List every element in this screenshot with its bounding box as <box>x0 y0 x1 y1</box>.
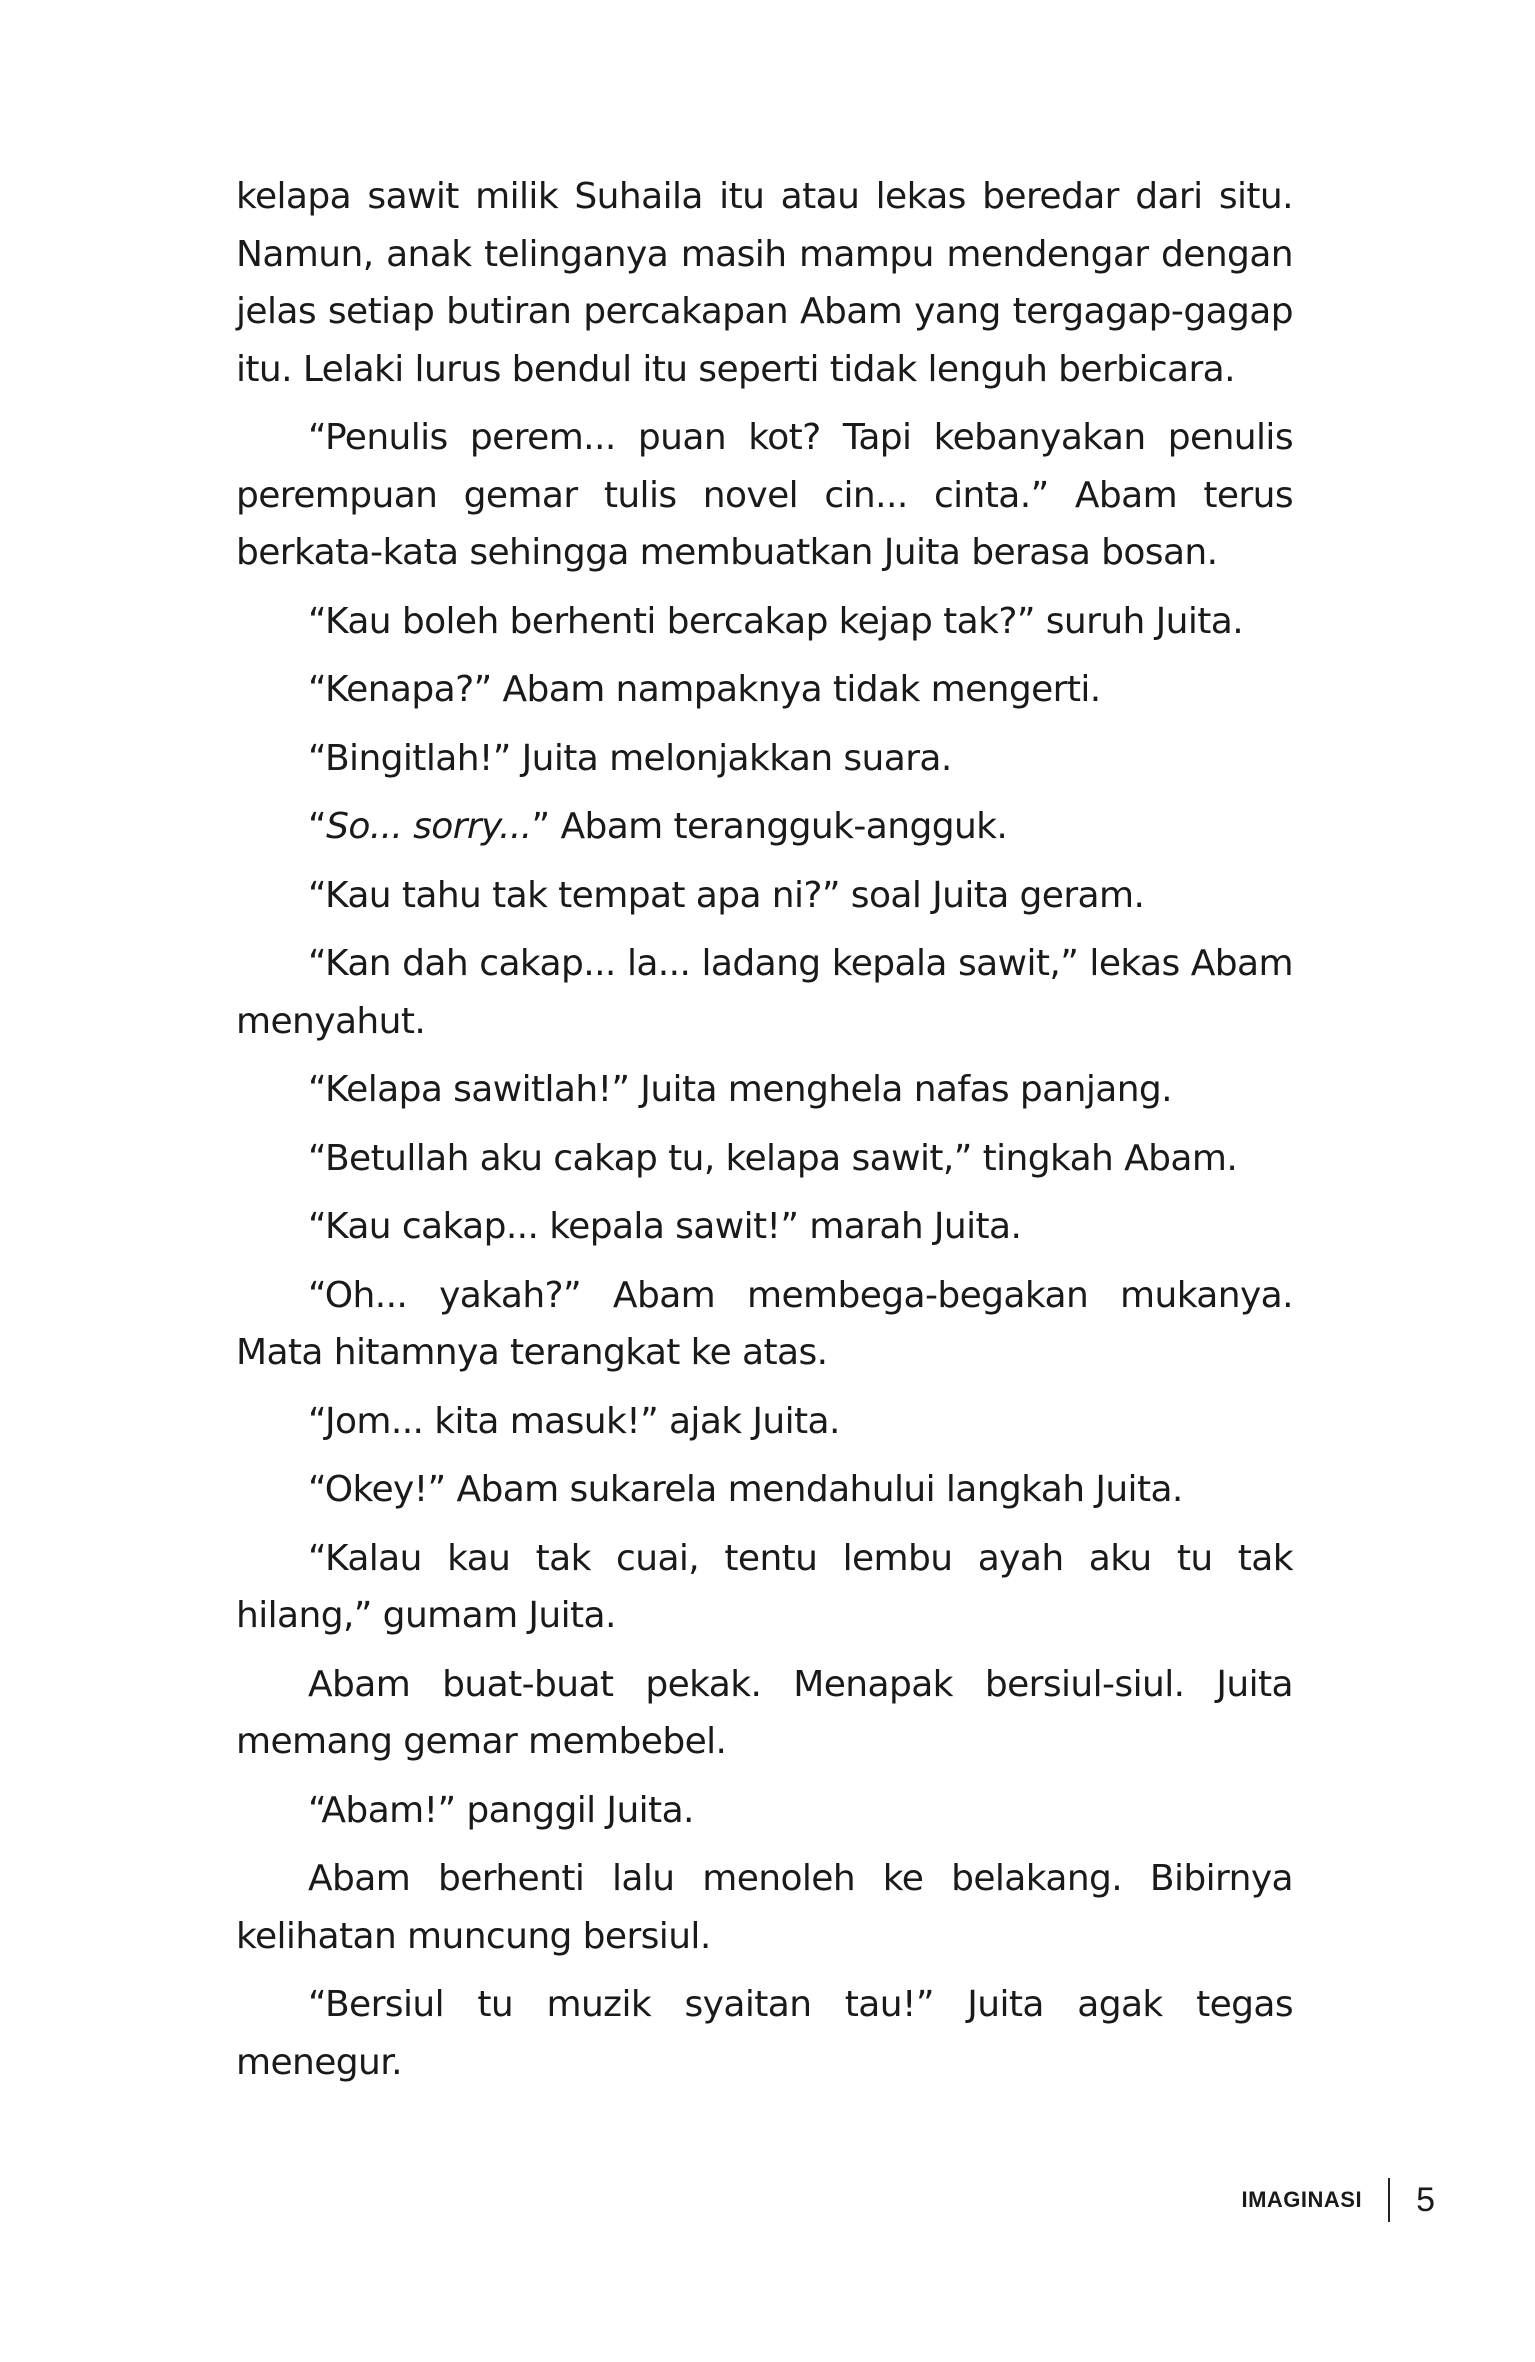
paragraph: “Bersiul tu muzik syaitan tau!” Juita agak tegas menegur. <box>236 1984 1293 2083</box>
paragraph: “Betullah aku cakap tu, kelapa sawit,” tingkah Abam. <box>308 1137 1238 1179</box>
paragraph: “Kenapa?” Abam nampaknya tidak mengerti. <box>308 669 1101 710</box>
page-body <box>236 168 1293 2102</box>
paragraph: “Kelapa sawitlah!” Juita menghela nafas panjang. <box>308 1069 1173 1110</box>
page-number: 5 <box>1416 2180 1435 2219</box>
paragraph: “Kan dah cakap... la... ladang kepala sawit,” lekas Abam menyahut. <box>236 943 1293 1042</box>
paragraph: “Kau cakap... kepala sawit!” marah Juita. <box>308 1206 1022 1247</box>
paragraph <box>236 798 1293 856</box>
paragraph: Abam berhenti lalu menoleh ke belakang. Bibirnya kelihatan muncung bersiul. <box>236 1858 1293 1957</box>
paragraph: “Penulis perem... puan kot? Tapi kebanyakan penulis perempuan gemar tulis novel cin... cinta.” Abam terus berkata-kata sehingga membuatkan Juita berasa bosan. <box>236 417 1293 573</box>
page-footer <box>1241 2170 1435 2230</box>
paragraph: “Kalau kau tak cuai, tentu lembu ayah aku tu tak hilang,” gumam Juita. <box>236 1537 1293 1636</box>
paragraph: “Kau boleh berhenti bercakap kejap tak?” suruh Juita. <box>308 600 1244 642</box>
quote-rest: ” Abam terangguk-angguk. <box>531 806 1008 847</box>
paragraph: “Kau tahu tak tempat apa ni?” soal Juita geram. <box>308 874 1145 916</box>
paragraph: “Jom... kita masuk!” ajak Juita. <box>308 1400 840 1442</box>
publisher-brand: IMAGINASI <box>1241 2187 1363 2212</box>
italic-phrase: So... sorry... <box>326 806 532 847</box>
paragraph: “Okey!” Abam sukarela mendahului langkah Juita. <box>308 1469 1183 1510</box>
quote-open: “ <box>308 806 327 847</box>
footer-divider <box>1388 2178 1390 2222</box>
paragraph: “Abam!” panggil Juita. <box>308 1789 694 1831</box>
paragraph: Abam buat-buat pekak. Menapak bersiul-siul. Juita memang gemar membebel. <box>236 1663 1293 1762</box>
paragraph: “Bingitlah!” Juita melonjakkan suara. <box>308 737 952 779</box>
paragraph: “Oh... yakah?” Abam membega-begakan mukanya. Mata hitamnya terangkat ke atas. <box>236 1274 1293 1373</box>
paragraph: kelapa sawit milik Suhaila itu atau lekas beredar dari situ. Namun, anak telinganya masih mampu mendengar dengan jelas setiap butiran percakapan Abam yang tergagap-gagap itu. Lelaki lurus bendul itu seperti tidak lenguh berbicara. <box>236 176 1293 390</box>
